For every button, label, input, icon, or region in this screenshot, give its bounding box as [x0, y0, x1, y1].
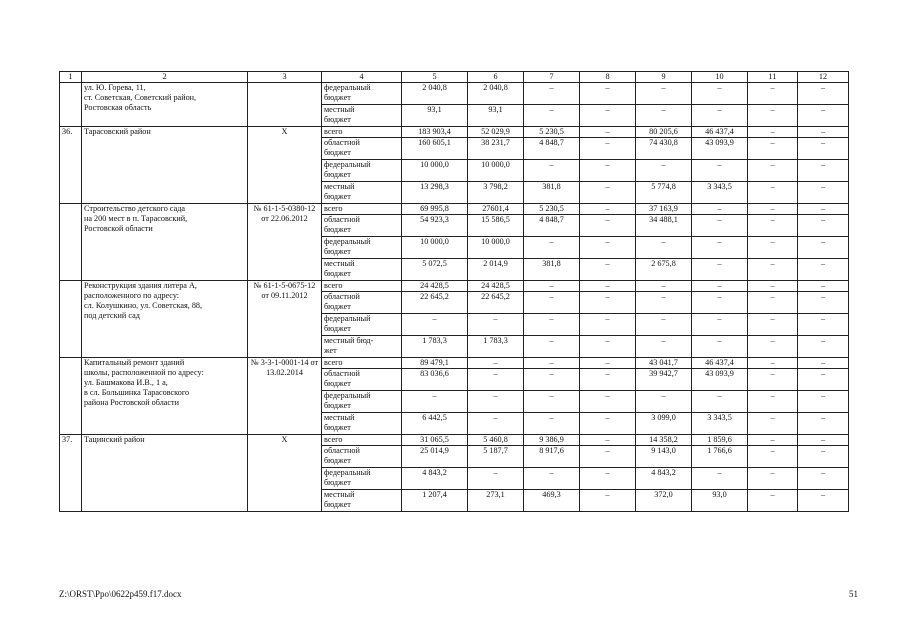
value-cell: – — [748, 105, 798, 127]
value-cell: 27601,4 — [468, 204, 524, 215]
value-cell: 1 207,4 — [402, 490, 468, 512]
value-cell: 273,1 — [468, 490, 524, 512]
value-cell: – — [798, 237, 849, 259]
registration-number: Х — [248, 127, 322, 204]
value-cell: 3 099,0 — [636, 413, 692, 435]
registration-number: № 61-1-5-0380-12 от 22.06.2012 — [248, 204, 322, 281]
value-cell: – — [798, 446, 849, 468]
value-cell: 5 774,8 — [636, 182, 692, 204]
value-cell: – — [748, 138, 798, 160]
value-cell: 25 014,9 — [402, 446, 468, 468]
column-header: 10 — [692, 72, 748, 83]
value-cell: – — [524, 468, 580, 490]
funding-source: всего — [322, 204, 402, 215]
value-cell: 469,3 — [524, 490, 580, 512]
value-cell: 160 605,1 — [402, 138, 468, 160]
value-cell: – — [580, 215, 636, 237]
value-cell: – — [692, 336, 748, 358]
value-cell: 93,1 — [468, 105, 524, 127]
value-cell: 1 783,3 — [402, 336, 468, 358]
column-header: 5 — [402, 72, 468, 83]
value-cell: – — [580, 281, 636, 292]
value-cell: 93,1 — [402, 105, 468, 127]
value-cell: – — [580, 127, 636, 138]
value-cell: – — [692, 160, 748, 182]
value-cell: – — [468, 468, 524, 490]
value-cell: 31 065,5 — [402, 435, 468, 446]
value-cell: – — [402, 391, 468, 413]
value-cell: – — [524, 237, 580, 259]
value-cell: – — [524, 391, 580, 413]
funding-source: областной бюджет — [322, 446, 402, 468]
value-cell: – — [580, 435, 636, 446]
value-cell: – — [580, 138, 636, 160]
funding-source: всего — [322, 435, 402, 446]
row-number: 36. — [60, 127, 82, 204]
value-cell: – — [524, 105, 580, 127]
value-cell: – — [692, 237, 748, 259]
value-cell: – — [580, 292, 636, 314]
value-cell: 93,0 — [692, 490, 748, 512]
value-cell: 43 093,9 — [692, 369, 748, 391]
value-cell: – — [468, 314, 524, 336]
value-cell: – — [636, 292, 692, 314]
value-cell: 9 143,0 — [636, 446, 692, 468]
value-cell: 1 766,6 — [692, 446, 748, 468]
funding-source: федеральный бюджет — [322, 391, 402, 413]
value-cell: – — [468, 358, 524, 369]
value-cell: – — [580, 105, 636, 127]
column-header: 8 — [580, 72, 636, 83]
column-header: 11 — [748, 72, 798, 83]
value-cell: 43 093,9 — [692, 138, 748, 160]
table-row — [60, 358, 849, 369]
value-cell: – — [636, 160, 692, 182]
value-cell: 46 437,4 — [692, 127, 748, 138]
table-row — [60, 83, 849, 105]
value-cell: 6 442,5 — [402, 413, 468, 435]
funding-source: областной бюджет — [322, 369, 402, 391]
table-row — [60, 281, 849, 292]
value-cell: – — [692, 259, 748, 281]
funding-source: областной бюджет — [322, 215, 402, 237]
value-cell: – — [798, 468, 849, 490]
value-cell: 183 903,4 — [402, 127, 468, 138]
value-cell: 34 488,1 — [636, 215, 692, 237]
value-cell: – — [524, 314, 580, 336]
header-row — [60, 72, 849, 83]
funding-source: федеральный бюджет — [322, 468, 402, 490]
value-cell: 22 645,2 — [468, 292, 524, 314]
object-name: Тарасовский район — [82, 127, 248, 204]
funding-source: всего — [322, 127, 402, 138]
value-cell: – — [748, 237, 798, 259]
value-cell: 54 923,3 — [402, 215, 468, 237]
value-cell: 2 675,8 — [636, 259, 692, 281]
registration-number: № 61-1-5-0675-12 от 09.11.2012 — [248, 281, 322, 358]
value-cell: 372,0 — [636, 490, 692, 512]
funding-source: всего — [322, 281, 402, 292]
value-cell: – — [692, 281, 748, 292]
value-cell: – — [748, 204, 798, 215]
funding-source: федеральный бюджет — [322, 83, 402, 105]
value-cell: 10 000,0 — [468, 237, 524, 259]
value-cell: – — [798, 182, 849, 204]
value-cell: – — [524, 336, 580, 358]
value-cell: – — [636, 237, 692, 259]
value-cell: – — [748, 127, 798, 138]
value-cell: 4 843,2 — [636, 468, 692, 490]
value-cell: – — [524, 413, 580, 435]
column-header: 3 — [248, 72, 322, 83]
value-cell: 10 000,0 — [402, 160, 468, 182]
row-number — [60, 83, 82, 127]
value-cell: – — [798, 83, 849, 105]
value-cell: 24 428,5 — [468, 281, 524, 292]
value-cell: – — [798, 105, 849, 127]
value-cell: – — [748, 83, 798, 105]
value-cell: – — [748, 259, 798, 281]
table-body — [60, 83, 849, 512]
value-cell: – — [468, 413, 524, 435]
value-cell: – — [748, 413, 798, 435]
value-cell: – — [748, 369, 798, 391]
value-cell: 1 783,3 — [468, 336, 524, 358]
value-cell: – — [468, 391, 524, 413]
value-cell: 80 205,6 — [636, 127, 692, 138]
row-number — [60, 358, 82, 435]
value-cell: – — [636, 83, 692, 105]
object-name: Строительство детского сада на 200 мест в п. Тарасовский, Ростовской области — [82, 204, 248, 281]
registration-number: № 3-3-1-0001-14 от 13.02.2014 — [248, 358, 322, 435]
column-header: 1 — [60, 72, 82, 83]
value-cell: – — [524, 358, 580, 369]
value-cell: – — [748, 358, 798, 369]
value-cell: – — [580, 358, 636, 369]
value-cell: 381,8 — [524, 182, 580, 204]
value-cell: – — [580, 259, 636, 281]
table-row — [60, 127, 849, 138]
value-cell: 38 231,7 — [468, 138, 524, 160]
value-cell: 3 343,5 — [692, 182, 748, 204]
value-cell: 2 040,8 — [468, 83, 524, 105]
value-cell: 5 230,5 — [524, 204, 580, 215]
value-cell: 43 041,7 — [636, 358, 692, 369]
value-cell: – — [798, 215, 849, 237]
value-cell: – — [692, 105, 748, 127]
column-header: 6 — [468, 72, 524, 83]
row-number — [60, 281, 82, 358]
value-cell: 5 460,8 — [468, 435, 524, 446]
value-cell: 15 586,5 — [468, 215, 524, 237]
value-cell: – — [748, 281, 798, 292]
value-cell: – — [636, 314, 692, 336]
funding-source: федеральный бюджет — [322, 160, 402, 182]
value-cell: – — [402, 314, 468, 336]
value-cell: – — [692, 292, 748, 314]
value-cell: – — [580, 83, 636, 105]
value-cell: 69 995,8 — [402, 204, 468, 215]
value-cell: – — [748, 391, 798, 413]
value-cell: 10 000,0 — [402, 237, 468, 259]
value-cell: – — [748, 182, 798, 204]
column-header: 9 — [636, 72, 692, 83]
value-cell: – — [468, 369, 524, 391]
funding-source: местный бюд- жет — [322, 336, 402, 358]
object-name: Тацинский район — [82, 435, 248, 512]
value-cell: – — [636, 105, 692, 127]
value-cell: – — [692, 468, 748, 490]
object-name: Реконструкция здания литера А, расположенного по адресу: сл. Колушкино, ул. Советская, 88, под детский сад — [82, 281, 248, 358]
value-cell: 5 230,5 — [524, 127, 580, 138]
value-cell: – — [798, 281, 849, 292]
value-cell: – — [748, 314, 798, 336]
table-row — [60, 435, 849, 446]
value-cell: – — [580, 490, 636, 512]
value-cell: 52 029,9 — [468, 127, 524, 138]
funding-source: местный бюджет — [322, 490, 402, 512]
value-cell: – — [692, 391, 748, 413]
value-cell: – — [580, 446, 636, 468]
value-cell: – — [798, 369, 849, 391]
column-header: 4 — [322, 72, 402, 83]
value-cell: – — [748, 435, 798, 446]
value-cell: – — [748, 468, 798, 490]
value-cell: – — [748, 292, 798, 314]
value-cell: – — [580, 391, 636, 413]
value-cell: 74 430,8 — [636, 138, 692, 160]
funding-source: областной бюджет — [322, 138, 402, 160]
value-cell: – — [798, 259, 849, 281]
value-cell: – — [524, 369, 580, 391]
value-cell: – — [798, 336, 849, 358]
value-cell: 2 014,9 — [468, 259, 524, 281]
value-cell: – — [524, 292, 580, 314]
value-cell: 381,8 — [524, 259, 580, 281]
value-cell: 4 848,7 — [524, 215, 580, 237]
value-cell: 3 798,2 — [468, 182, 524, 204]
value-cell: 5 072,5 — [402, 259, 468, 281]
document-path: Z:\ORST\Ppo\0622p459.f17.docx — [59, 589, 182, 599]
value-cell: 4 843,2 — [402, 468, 468, 490]
value-cell: – — [798, 138, 849, 160]
funding-source: местный бюджет — [322, 182, 402, 204]
budget-table — [59, 71, 849, 512]
value-cell: – — [580, 314, 636, 336]
value-cell: 37 163,9 — [636, 204, 692, 215]
registration-number — [248, 83, 322, 127]
table-row — [60, 204, 849, 215]
value-cell: 4 848,7 — [524, 138, 580, 160]
value-cell: – — [748, 215, 798, 237]
value-cell: 2 040,8 — [402, 83, 468, 105]
value-cell: – — [636, 391, 692, 413]
value-cell: – — [798, 413, 849, 435]
object-name: Капитальный ремонт зданий школы, расположенной по адресу: ул. Башмакова И.В., 1 а, в сл. Большинка Тарасовского района Ростовской области — [82, 358, 248, 435]
value-cell: – — [748, 490, 798, 512]
page-number: 51 — [849, 589, 858, 599]
value-cell: – — [748, 446, 798, 468]
value-cell: – — [798, 358, 849, 369]
object-name: ул. Ю. Горева, 11, ст. Советская, Советский район, Ростовская область — [82, 83, 248, 127]
column-header: 12 — [798, 72, 849, 83]
funding-source: местный бюджет — [322, 105, 402, 127]
value-cell: – — [524, 83, 580, 105]
value-cell: – — [798, 127, 849, 138]
value-cell: – — [798, 391, 849, 413]
value-cell: 1 859,6 — [692, 435, 748, 446]
funding-source: местный бюджет — [322, 413, 402, 435]
row-number: 37. — [60, 435, 82, 512]
value-cell: 39 942,7 — [636, 369, 692, 391]
value-cell: – — [580, 468, 636, 490]
value-cell: 3 343,5 — [692, 413, 748, 435]
value-cell: – — [580, 413, 636, 435]
value-cell: 22 645,2 — [402, 292, 468, 314]
value-cell: 5 187,7 — [468, 446, 524, 468]
value-cell: 8 917,6 — [524, 446, 580, 468]
value-cell: 89 479,1 — [402, 358, 468, 369]
value-cell: – — [798, 204, 849, 215]
funding-source: федеральный бюджет — [322, 237, 402, 259]
value-cell: – — [524, 281, 580, 292]
funding-source: всего — [322, 358, 402, 369]
value-cell: – — [580, 182, 636, 204]
value-cell: – — [580, 160, 636, 182]
value-cell: – — [692, 83, 748, 105]
value-cell: 83 036,6 — [402, 369, 468, 391]
value-cell: – — [748, 336, 798, 358]
value-cell: – — [580, 336, 636, 358]
value-cell: – — [580, 369, 636, 391]
value-cell: – — [798, 292, 849, 314]
value-cell: – — [798, 314, 849, 336]
value-cell: – — [524, 160, 580, 182]
value-cell: 13 298,3 — [402, 182, 468, 204]
funding-source: местный бюджет — [322, 259, 402, 281]
value-cell: – — [580, 204, 636, 215]
value-cell: – — [798, 160, 849, 182]
value-cell: 24 428,5 — [402, 281, 468, 292]
value-cell: – — [798, 490, 849, 512]
value-cell: – — [692, 314, 748, 336]
row-number — [60, 204, 82, 281]
column-header: 7 — [524, 72, 580, 83]
value-cell: – — [798, 435, 849, 446]
value-cell: 14 358,2 — [636, 435, 692, 446]
registration-number: Х — [248, 435, 322, 512]
value-cell: – — [692, 215, 748, 237]
funding-source: областной бюджет — [322, 292, 402, 314]
value-cell: 46 437,4 — [692, 358, 748, 369]
value-cell: – — [580, 237, 636, 259]
value-cell: – — [636, 281, 692, 292]
funding-source: федеральный бюджет — [322, 314, 402, 336]
value-cell: 10 000,0 — [468, 160, 524, 182]
value-cell: – — [692, 204, 748, 215]
column-header: 2 — [82, 72, 248, 83]
value-cell: – — [636, 336, 692, 358]
value-cell: 9 386,9 — [524, 435, 580, 446]
value-cell: – — [748, 160, 798, 182]
